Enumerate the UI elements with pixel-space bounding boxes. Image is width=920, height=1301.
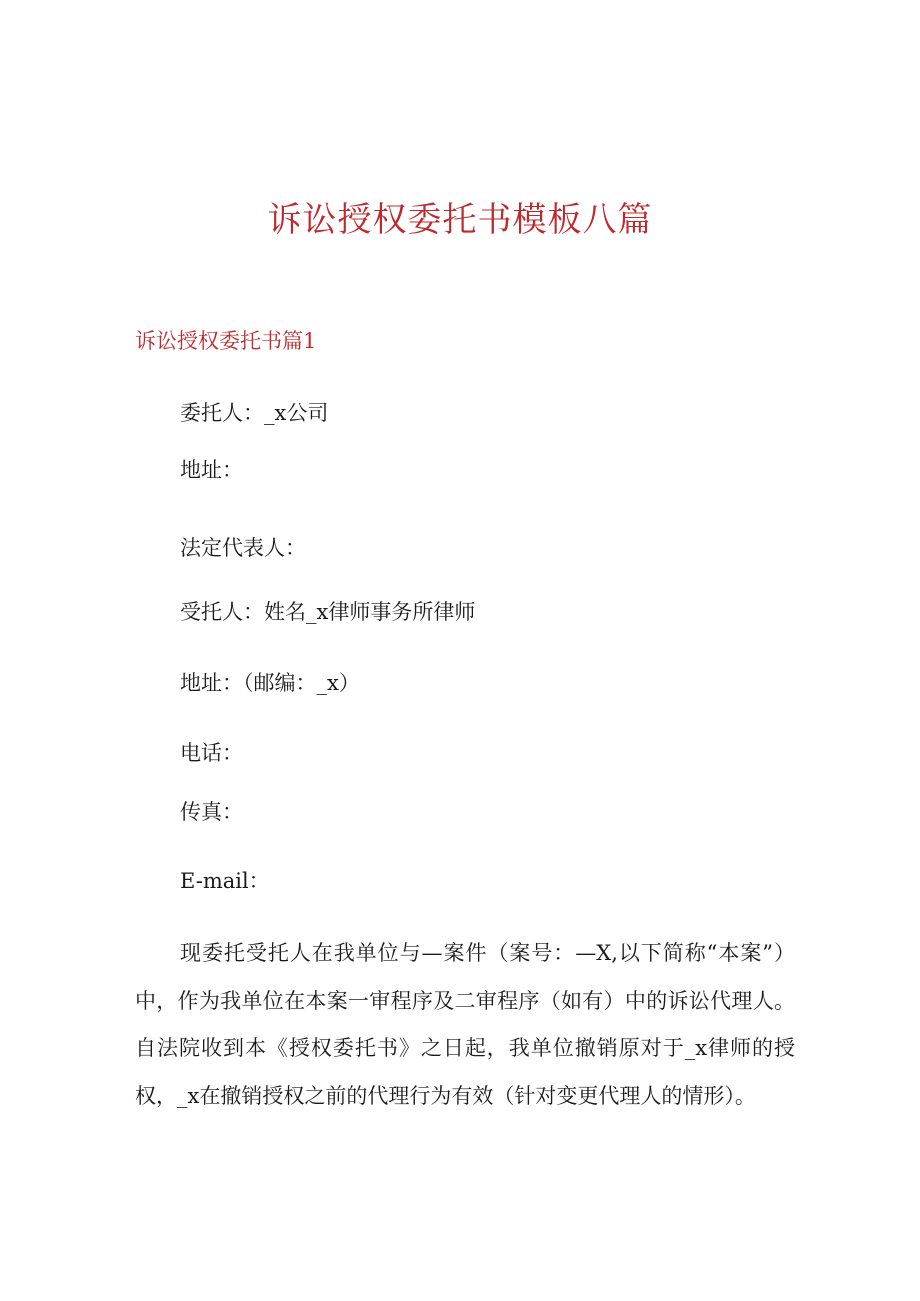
field-agent-address: 地址：（邮编：_x）	[180, 671, 360, 695]
field-email: E-mail：	[180, 869, 270, 893]
document-title: 诉讼授权委托书模板八篇	[267, 200, 653, 240]
field-address: 地址：	[180, 458, 243, 482]
field-principal: 委托人：_x公司	[180, 401, 329, 425]
section-heading: 诉讼授权委托书篇1	[135, 329, 317, 353]
body-paragraph: 现委托受托人在我单位与—案件（案号：—X,以下简称“本案”）中，作为我单位在本案一审程序及二审程序（如有）中的诉讼代理人。自法院收到本《授权委托书》之日起，我单位撤销原对于_x律师的授权，_x在撤销授权之前的代理行为有效（针对变更代理人的情形）。	[135, 941, 795, 1108]
field-phone: 电话：	[180, 741, 243, 765]
field-agent: 受托人：姓名_x律师事务所律师	[180, 600, 476, 624]
field-legal-representative: 法定代表人：	[180, 536, 306, 560]
field-fax: 传真：	[180, 800, 243, 824]
